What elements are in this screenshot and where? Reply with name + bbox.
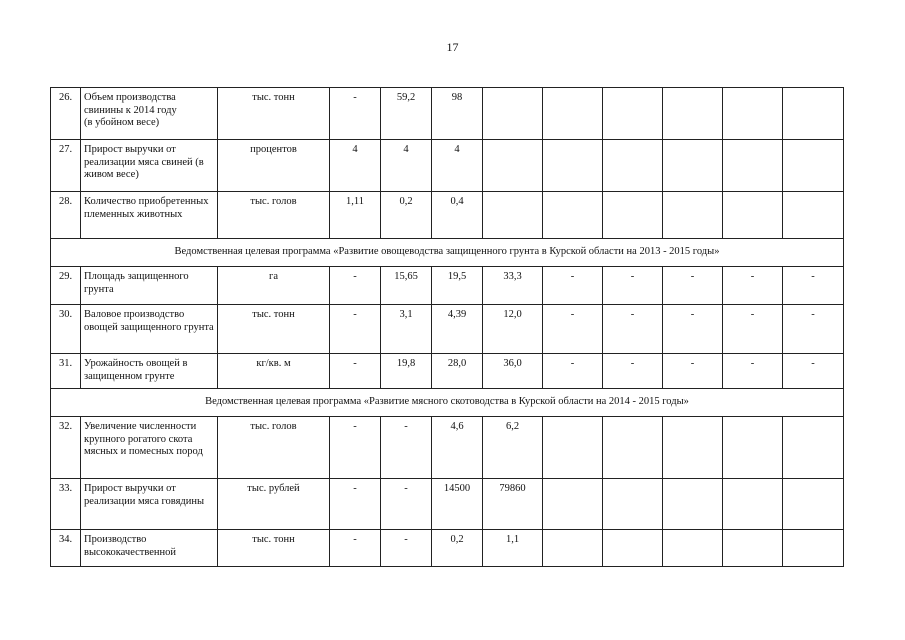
value-cell: 1,1	[483, 530, 543, 567]
row-number: 32.	[51, 417, 81, 479]
value-cell: -	[663, 267, 723, 305]
value-cell: -	[723, 354, 783, 389]
value-cell	[543, 192, 603, 239]
value-cell	[663, 479, 723, 530]
value-cell	[543, 417, 603, 479]
value-cell: -	[543, 267, 603, 305]
table-row	[51, 140, 844, 192]
value-cell: -	[603, 305, 663, 354]
value-cell: 59,2	[381, 88, 432, 140]
value-cell	[783, 140, 844, 192]
table-row	[51, 354, 844, 389]
value-cell	[783, 88, 844, 140]
value-cell: -	[783, 305, 844, 354]
value-cell: -	[381, 530, 432, 567]
value-cell: 14500	[432, 479, 483, 530]
indicator-name: Урожайность овощей в защищенном грунте	[81, 354, 218, 389]
value-cell: 79860	[483, 479, 543, 530]
table-row	[51, 88, 844, 140]
value-cell: 33,3	[483, 267, 543, 305]
value-cell: -	[663, 354, 723, 389]
value-cell: -	[543, 354, 603, 389]
value-cell	[483, 192, 543, 239]
value-cell	[783, 530, 844, 567]
value-cell	[663, 88, 723, 140]
value-cell	[483, 88, 543, 140]
value-cell: -	[381, 417, 432, 479]
value-cell: 4,6	[432, 417, 483, 479]
value-cell: -	[330, 267, 381, 305]
table-row	[51, 192, 844, 239]
value-cell	[603, 479, 663, 530]
section-header-row	[51, 389, 844, 417]
value-cell: 3,1	[381, 305, 432, 354]
indicator-name: Прирост выручки от реализации мяса говядины	[81, 479, 218, 530]
value-cell: -	[783, 267, 844, 305]
table-row	[51, 530, 844, 567]
unit-cell: тыс. голов	[218, 417, 330, 479]
value-cell: -	[330, 530, 381, 567]
value-cell	[663, 530, 723, 567]
value-cell	[543, 88, 603, 140]
value-cell	[543, 530, 603, 567]
value-cell: -	[543, 305, 603, 354]
table-row	[51, 479, 844, 530]
value-cell: 19,5	[432, 267, 483, 305]
value-cell: -	[330, 479, 381, 530]
indicator-name: Валовое производство овощей защищенного грунта	[81, 305, 218, 354]
unit-cell: тыс. рублей	[218, 479, 330, 530]
indicator-name: Объем производства свинины к 2014 году (в убойном весе)	[81, 88, 218, 140]
row-number: 29.	[51, 267, 81, 305]
value-cell: 0,2	[381, 192, 432, 239]
unit-cell: тыс. тонн	[218, 88, 330, 140]
value-cell	[603, 192, 663, 239]
table-row	[51, 305, 844, 354]
unit-cell: тыс. тонн	[218, 530, 330, 567]
value-cell: 0,2	[432, 530, 483, 567]
row-number: 28.	[51, 192, 81, 239]
value-cell: 1,11	[330, 192, 381, 239]
indicators-table	[50, 87, 844, 567]
unit-cell: тыс. голов	[218, 192, 330, 239]
value-cell: -	[330, 354, 381, 389]
value-cell: 0,4	[432, 192, 483, 239]
value-cell	[543, 140, 603, 192]
value-cell: 4,39	[432, 305, 483, 354]
indicator-name: Увеличение численности крупного рогатого скота мясных и помесных пород	[81, 417, 218, 479]
unit-cell: га	[218, 267, 330, 305]
value-cell: 98	[432, 88, 483, 140]
value-cell: 19,8	[381, 354, 432, 389]
indicator-name: Производство высококачественной	[81, 530, 218, 567]
value-cell: 15,65	[381, 267, 432, 305]
value-cell	[783, 417, 844, 479]
value-cell: -	[330, 305, 381, 354]
value-cell	[723, 192, 783, 239]
value-cell: -	[663, 305, 723, 354]
value-cell: 28,0	[432, 354, 483, 389]
value-cell: -	[603, 267, 663, 305]
value-cell: 36,0	[483, 354, 543, 389]
value-cell: -	[330, 417, 381, 479]
value-cell: -	[330, 88, 381, 140]
value-cell	[483, 140, 543, 192]
value-cell: -	[603, 354, 663, 389]
indicator-name: Прирост выручки от реализации мяса свиней (в живом весе)	[81, 140, 218, 192]
value-cell	[663, 417, 723, 479]
row-number: 26.	[51, 88, 81, 140]
value-cell	[783, 192, 844, 239]
unit-cell: процентов	[218, 140, 330, 192]
section-title: Ведомственная целевая программа «Развитие овощеводства защищенного грунта в Курской области на 2013 - 2015 годы»	[51, 239, 844, 267]
value-cell: 6,2	[483, 417, 543, 479]
value-cell: 12,0	[483, 305, 543, 354]
value-cell: 4	[330, 140, 381, 192]
row-number: 31.	[51, 354, 81, 389]
row-number: 27.	[51, 140, 81, 192]
value-cell	[543, 479, 603, 530]
value-cell: -	[783, 354, 844, 389]
value-cell: 4	[381, 140, 432, 192]
value-cell	[603, 88, 663, 140]
section-title: Ведомственная целевая программа «Развитие мясного скотоводства в Курской области на 2014 - 2015 годы»	[51, 389, 844, 417]
value-cell: -	[723, 305, 783, 354]
value-cell	[723, 479, 783, 530]
value-cell	[723, 417, 783, 479]
value-cell	[663, 192, 723, 239]
value-cell	[603, 417, 663, 479]
row-number: 33.	[51, 479, 81, 530]
indicator-name: Количество приобретенных племенных животных	[81, 192, 218, 239]
value-cell	[723, 88, 783, 140]
value-cell	[783, 479, 844, 530]
row-number: 30.	[51, 305, 81, 354]
value-cell	[723, 140, 783, 192]
unit-cell: тыс. тонн	[218, 305, 330, 354]
value-cell: 4	[432, 140, 483, 192]
value-cell	[723, 530, 783, 567]
value-cell: -	[723, 267, 783, 305]
table-row	[51, 267, 844, 305]
row-number: 34.	[51, 530, 81, 567]
indicator-name: Площадь защищенного грунта	[81, 267, 218, 305]
unit-cell: кг/кв. м	[218, 354, 330, 389]
table-row	[51, 417, 844, 479]
section-header-row	[51, 239, 844, 267]
value-cell: -	[381, 479, 432, 530]
value-cell	[603, 140, 663, 192]
value-cell	[603, 530, 663, 567]
page-number: 17	[446, 40, 459, 54]
value-cell	[663, 140, 723, 192]
